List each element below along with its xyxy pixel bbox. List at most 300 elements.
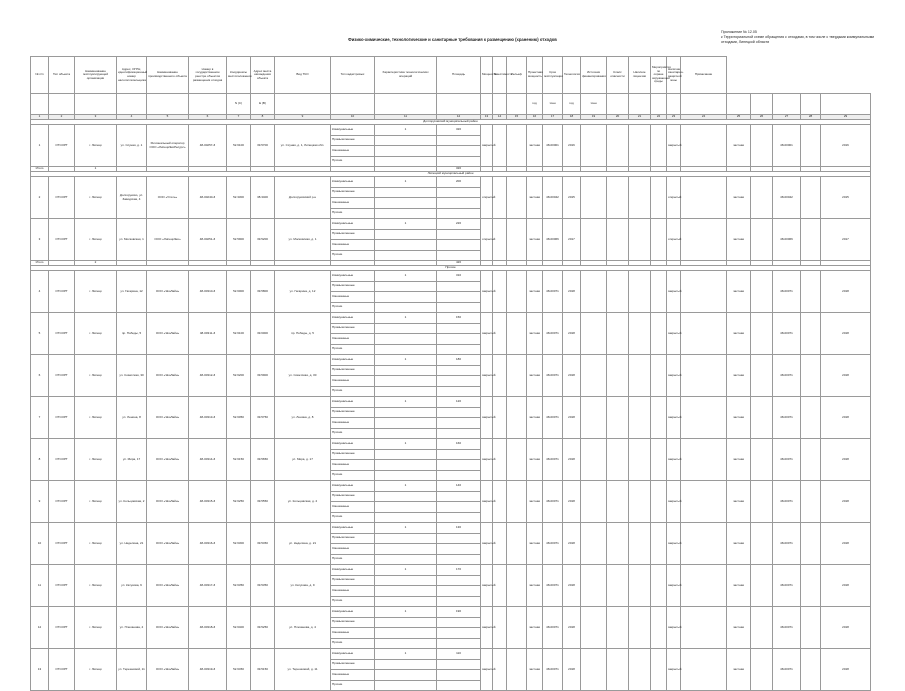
table-cell	[801, 313, 821, 355]
table-cell: 200	[437, 177, 481, 188]
table-cell	[801, 397, 821, 439]
waste-type-cell: Прочие	[331, 512, 375, 523]
waste-type-cell: Смешанные	[331, 670, 375, 681]
table-cell: закрытый	[667, 439, 681, 481]
waste-type-cell: Коммунальные	[331, 313, 375, 324]
table-cell: 2018	[821, 397, 871, 439]
table-cell: ООО «ЛипецкЭко»	[147, 219, 189, 261]
table-cell: ул. Катукова, д. 9	[275, 565, 331, 607]
total-cell: Итого	[31, 261, 49, 266]
page-title: Физико-химические, технологические и санитарные требования к размещению (хранению) отходов	[348, 37, 557, 42]
table-cell: 1	[375, 481, 437, 492]
table-cell: 2018	[821, 271, 871, 313]
table-cell: г. Липецк	[75, 565, 117, 607]
table-cell: частная	[727, 523, 751, 565]
waste-type-cell: Смешанные	[331, 418, 375, 429]
table-cell	[651, 607, 667, 649]
table-cell: 2018	[563, 313, 581, 355]
table-cell: 48-00071	[773, 565, 801, 607]
table-cell: закрытый	[667, 523, 681, 565]
table-cell	[629, 177, 651, 219]
column-header: № п/п	[31, 57, 49, 94]
table-cell: 52.6100	[227, 125, 251, 167]
table-cell	[581, 565, 607, 607]
table-cell: 48-00251-З	[189, 219, 227, 261]
column-header: Наличие лицензии	[629, 57, 651, 94]
table-cell	[651, 649, 667, 691]
table-cell	[507, 607, 527, 649]
column-number: 24	[681, 115, 727, 120]
table-row	[31, 219, 871, 230]
column-number: 5	[147, 115, 189, 120]
table-cell: ул. Мира, д. 17	[275, 439, 331, 481]
table-cell	[581, 125, 607, 167]
column-number: 2	[49, 115, 75, 120]
table-cell: закрытый	[667, 125, 681, 167]
table-cell: закрытый	[667, 397, 681, 439]
table-cell	[375, 418, 437, 429]
table-cell: ООО «ЭкоЛайн»	[147, 271, 189, 313]
table-cell	[437, 146, 481, 157]
table-cell: 120	[437, 397, 481, 408]
waste-type-cell: Коммунальные	[331, 523, 375, 534]
column-number: 11	[375, 115, 437, 120]
table-cell	[375, 470, 437, 481]
table-cell: частная	[727, 313, 751, 355]
waste-type-cell: Промышленные	[331, 281, 375, 292]
table-cell: закрытый	[667, 481, 681, 523]
table-cell	[651, 397, 667, 439]
table-cell: 2018	[821, 565, 871, 607]
table-cell	[681, 355, 727, 397]
column-header: Срок эксплуатации	[543, 57, 563, 94]
waste-type-cell: Прочие	[331, 344, 375, 355]
table-cell: закрытый	[667, 271, 681, 313]
table-cell: 1	[375, 177, 437, 188]
table-cell: ул. Ленина, 8	[117, 397, 147, 439]
waste-type-cell: Прочие	[331, 428, 375, 439]
table-cell	[629, 271, 651, 313]
table-cell	[375, 460, 437, 471]
table-row	[31, 177, 871, 188]
waste-type-cell: Прочие	[331, 638, 375, 649]
table-cell	[437, 491, 481, 502]
table-cell	[437, 554, 481, 565]
waste-type-cell: Коммунальные	[331, 649, 375, 660]
appendix-line-1: Приложение № 12.05	[721, 30, 757, 34]
column-header: Вид ТКО	[275, 57, 331, 94]
table-cell: ОТСОРТ	[49, 125, 75, 167]
column-subheader	[331, 94, 375, 115]
table-cell: закрытый	[481, 397, 493, 439]
table-cell	[751, 397, 773, 439]
table-cell: частная	[727, 177, 751, 219]
column-number: 29	[821, 115, 871, 120]
table-cell: ООО «ЭкоЛайн»	[147, 523, 189, 565]
waste-type-cell: Смешанные	[331, 334, 375, 345]
table-cell	[607, 125, 629, 167]
table-cell	[375, 365, 437, 376]
table-cell: 48-00316-З	[189, 523, 227, 565]
table-row	[31, 565, 871, 576]
table-cell	[437, 208, 481, 219]
table-cell: ОТСОРТ	[49, 313, 75, 355]
table-cell: ул. Терешковой, д. 11	[275, 649, 331, 691]
table-cell	[629, 649, 651, 691]
column-subheader	[375, 94, 437, 115]
table-cell: 5	[31, 313, 49, 355]
waste-type-cell: Коммунальные	[331, 355, 375, 366]
waste-type-cell: Промышленные	[331, 187, 375, 198]
table-cell: ООО «ЭкоЛайн»	[147, 607, 189, 649]
table-cell	[629, 313, 651, 355]
column-header: Вместимость	[493, 57, 507, 94]
table-cell	[607, 313, 629, 355]
table-cell	[607, 523, 629, 565]
table-cell: частная	[527, 177, 543, 219]
table-cell	[651, 355, 667, 397]
table-cell	[581, 523, 607, 565]
table-cell: г. Липецк	[75, 481, 117, 523]
table-row	[31, 439, 871, 450]
table-cell	[375, 617, 437, 628]
waste-type-cell: Коммунальные	[331, 125, 375, 136]
table-cell	[375, 281, 437, 292]
table-cell: 39.5200	[251, 219, 275, 261]
table-cell: 2016	[563, 125, 581, 167]
table-cell: закрытый	[667, 355, 681, 397]
table-cell	[801, 177, 821, 219]
table-cell: 48-00071	[543, 313, 563, 355]
table-cell: 2017	[563, 219, 581, 261]
table-cell: частная	[527, 313, 543, 355]
table-cell	[629, 125, 651, 167]
column-header: Источник финансирования	[581, 57, 607, 94]
table-cell	[507, 219, 527, 261]
table-cell: частная	[527, 649, 543, 691]
table-cell: г. Липецк	[75, 439, 117, 481]
table-cell: ул. Терешковой, 11	[117, 649, 147, 691]
table-cell: 48-00071	[773, 355, 801, 397]
total-cell: 326	[437, 167, 481, 172]
table-cell: 130	[437, 523, 481, 534]
table-cell	[681, 125, 727, 167]
table-cell: 52.6450	[227, 649, 251, 691]
table-cell	[437, 386, 481, 397]
table-cell	[651, 481, 667, 523]
table-cell: ООО «ЭкоЛайн»	[147, 355, 189, 397]
table-cell	[437, 512, 481, 523]
column-subheader: тонн	[581, 94, 607, 115]
table-cell	[751, 565, 773, 607]
table-cell: 39.5250	[251, 607, 275, 649]
waste-type-cell: Промышленные	[331, 323, 375, 334]
table-cell	[801, 607, 821, 649]
table-cell	[437, 292, 481, 303]
table-cell	[507, 439, 527, 481]
column-number: 20	[607, 115, 629, 120]
table-cell: 2018	[821, 523, 871, 565]
section-title: Липецкий муниципальный район	[31, 172, 871, 177]
table-cell	[437, 533, 481, 544]
waste-type-cell: Промышленные	[331, 135, 375, 146]
table-cell	[581, 355, 607, 397]
column-header: Тип кадастровых	[331, 57, 375, 94]
table-cell	[629, 219, 651, 261]
table-cell	[507, 649, 527, 691]
waste-type-cell: Промышленные	[331, 533, 375, 544]
table-cell: ул. Катукова, 9	[117, 565, 147, 607]
table-cell: ООО «Утиль»	[147, 177, 189, 219]
table-cell: частная	[727, 397, 751, 439]
table-cell: 3	[31, 219, 49, 261]
table-cell: 48-00310-З	[189, 271, 227, 313]
table-cell	[681, 397, 727, 439]
table-cell	[437, 628, 481, 639]
column-subheader: E (В)	[251, 94, 275, 115]
table-cell: 52.6100	[227, 313, 251, 355]
table-cell: ОТСОРТ	[49, 481, 75, 523]
table-cell: г. Липецк	[75, 397, 117, 439]
table-cell: 2018	[821, 649, 871, 691]
table-cell: 52.6300	[227, 523, 251, 565]
table-cell: 48-00319-З	[189, 649, 227, 691]
table-cell: 52.3300	[227, 177, 251, 219]
table-cell: ОТСОРТ	[49, 271, 75, 313]
table-cell	[607, 439, 629, 481]
table-cell	[507, 271, 527, 313]
waste-type-cell: Прочие	[331, 208, 375, 219]
waste-type-cell: Прочие	[331, 156, 375, 167]
table-cell: ул. Гагарина, д. 12	[275, 271, 331, 313]
table-cell	[681, 649, 727, 691]
table-row	[31, 271, 871, 282]
table-cell: частная	[727, 649, 751, 691]
table-cell: 48-00071	[543, 607, 563, 649]
table-row	[31, 313, 871, 324]
column-number: 23	[667, 115, 681, 120]
table-cell: частная	[527, 481, 543, 523]
column-subheader	[481, 94, 493, 115]
table-cell: 48-00071	[543, 271, 563, 313]
waste-type-cell: Прочие	[331, 250, 375, 261]
table-cell	[375, 229, 437, 240]
table-cell: 48-00257-З	[189, 125, 227, 167]
table-cell: 2017	[821, 219, 871, 261]
table-cell: 48-00317-З	[189, 565, 227, 607]
table-cell: закрытый	[481, 355, 493, 397]
table-cell: закрытый	[481, 439, 493, 481]
table-cell: 140	[437, 481, 481, 492]
table-cell	[651, 313, 667, 355]
table-cell: частная	[527, 355, 543, 397]
table-cell: ОТСОРТ	[49, 607, 75, 649]
table-cell	[681, 219, 727, 261]
table-cell	[375, 407, 437, 418]
column-number: 4	[117, 115, 147, 120]
table-cell: 48-00071	[773, 523, 801, 565]
table-cell: 326	[437, 125, 481, 136]
table-cell: ул. Кольцовская, д. 2	[275, 481, 331, 523]
table-cell: 48-00042	[543, 177, 563, 219]
table-cell: 2018	[821, 313, 871, 355]
table-cell	[581, 177, 607, 219]
table-cell	[507, 565, 527, 607]
table-cell	[375, 544, 437, 555]
table-cell	[801, 481, 821, 523]
column-subheader: год	[563, 94, 581, 115]
table-cell	[751, 649, 773, 691]
table-cell: ОТСОРТ	[49, 177, 75, 219]
table-cell: частная	[527, 125, 543, 167]
column-subheader	[117, 94, 147, 115]
table-cell	[437, 617, 481, 628]
table-cell: 48-00066	[773, 219, 801, 261]
table-cell: 48-00318-З	[189, 607, 227, 649]
table-cell: 38.3400	[251, 177, 275, 219]
table-cell: частная	[727, 271, 751, 313]
table-cell: ул. Мира, 17	[117, 439, 147, 481]
column-number: 17	[543, 115, 563, 120]
waste-type-cell: Смешанные	[331, 586, 375, 597]
table-cell: Долгоруковский р-н	[275, 177, 331, 219]
table-cell: 2018	[563, 481, 581, 523]
table-cell: 2016	[821, 125, 871, 167]
table-cell	[375, 250, 437, 261]
column-number: 19	[581, 115, 607, 120]
table-cell: 39.6000	[251, 313, 275, 355]
column-header: Класс опасности	[607, 57, 629, 94]
table-cell: частная	[727, 481, 751, 523]
table-cell	[681, 481, 727, 523]
table-cell	[375, 135, 437, 146]
table-cell	[437, 659, 481, 670]
table-row	[31, 607, 871, 618]
table-cell: ОТСОРТ	[49, 397, 75, 439]
waste-type-cell: Прочие	[331, 386, 375, 397]
waste-type-cell: Прочие	[331, 470, 375, 481]
table-cell	[681, 523, 727, 565]
table-cell: 48-00071	[543, 439, 563, 481]
table-cell: 52.6350	[227, 565, 251, 607]
table-cell: ул. Московская, 1	[117, 219, 147, 261]
table-cell	[375, 596, 437, 607]
table-cell: г. Липецк	[75, 177, 117, 219]
column-subheader	[31, 94, 49, 115]
table-cell: 2018	[821, 607, 871, 649]
table-cell: 4	[31, 271, 49, 313]
table-cell: 48-00313-З	[189, 397, 227, 439]
column-header: Наименование эксплуатирующей организации	[75, 57, 117, 94]
waste-type-cell: Промышленные	[331, 407, 375, 418]
waste-type-cell: Смешанные	[331, 240, 375, 251]
table-row	[31, 481, 871, 492]
column-number: 15	[507, 115, 527, 120]
waste-type-cell: Прочие	[331, 302, 375, 313]
table-cell: ООО «ЭкоЛайн»	[147, 481, 189, 523]
table-cell	[437, 302, 481, 313]
table-cell: 52.6000	[227, 271, 251, 313]
table-cell: закрытый	[481, 125, 493, 167]
table-cell	[507, 313, 527, 355]
table-cell: 48-00066	[543, 219, 563, 261]
table-cell: частная	[727, 125, 751, 167]
table-row	[31, 355, 871, 366]
table-cell: 1	[31, 125, 49, 167]
table-cell	[437, 240, 481, 251]
table-cell	[437, 502, 481, 513]
table-cell: ул. Плеханова, д. 4	[275, 607, 331, 649]
column-header: Технология	[563, 57, 581, 94]
table-cell	[801, 271, 821, 313]
table-cell: закрытый	[481, 313, 493, 355]
table-cell: 1	[375, 523, 437, 534]
table-cell: 2018	[563, 397, 581, 439]
table-cell: 39.5450	[251, 523, 275, 565]
table-cell: Долгоруково, ул. Заводская, 4	[117, 177, 147, 219]
table-cell	[375, 628, 437, 639]
table-header-row	[31, 57, 871, 94]
table-cell: ООО «ЭкоЛайн»	[147, 565, 189, 607]
table-cell	[607, 271, 629, 313]
table-cell: 2018	[821, 439, 871, 481]
table-cell: г. Липецк	[75, 355, 117, 397]
table-cell: ул. Ссуная, д. 1, Липецкая обл.	[275, 125, 331, 167]
table-cell: 110	[437, 649, 481, 660]
table-cell: ул. Неделина, д. 21	[275, 523, 331, 565]
table-cell	[651, 565, 667, 607]
table-cell: 160	[437, 439, 481, 450]
column-subheader	[629, 94, 651, 115]
table-cell: 39.5750	[251, 397, 275, 439]
table-cell: 39.5700	[251, 125, 275, 167]
table-cell: частная	[527, 565, 543, 607]
table-cell	[607, 607, 629, 649]
table-cell: 52.6200	[227, 355, 251, 397]
table-cell: г. Липецк	[75, 125, 117, 167]
table-cell: 39.5650	[251, 439, 275, 481]
table-cell	[437, 544, 481, 555]
table-cell: ул. Кольцовская, 2	[117, 481, 147, 523]
column-number: 22	[651, 115, 667, 120]
column-number: 16	[527, 115, 543, 120]
table-cell	[375, 554, 437, 565]
table-cell: 48-00071	[773, 313, 801, 355]
table-cell: Региональный оператор ООО «ЛипецкЭкоРесурс»	[147, 125, 189, 167]
table-cell: 1	[375, 649, 437, 660]
table-cell	[375, 334, 437, 345]
waste-type-cell: Коммунальные	[331, 481, 375, 492]
table-cell	[507, 481, 527, 523]
table-cell: 48-00071	[773, 481, 801, 523]
table-cell: закрытый	[667, 565, 681, 607]
table-cell: 1	[375, 271, 437, 282]
table-cell: 48-00071	[773, 397, 801, 439]
waste-type-cell: Промышленные	[331, 449, 375, 460]
table-cell: частная	[527, 439, 543, 481]
column-subheader	[801, 94, 821, 115]
table-cell	[629, 397, 651, 439]
table-cell	[651, 219, 667, 261]
table-cell	[751, 523, 773, 565]
table-cell	[801, 439, 821, 481]
table-cell: 52.6250	[227, 481, 251, 523]
table-cell	[437, 281, 481, 292]
table-cell: г. Липецк	[75, 649, 117, 691]
table-cell	[581, 649, 607, 691]
table-cell	[437, 449, 481, 460]
column-number: 27	[773, 115, 801, 120]
